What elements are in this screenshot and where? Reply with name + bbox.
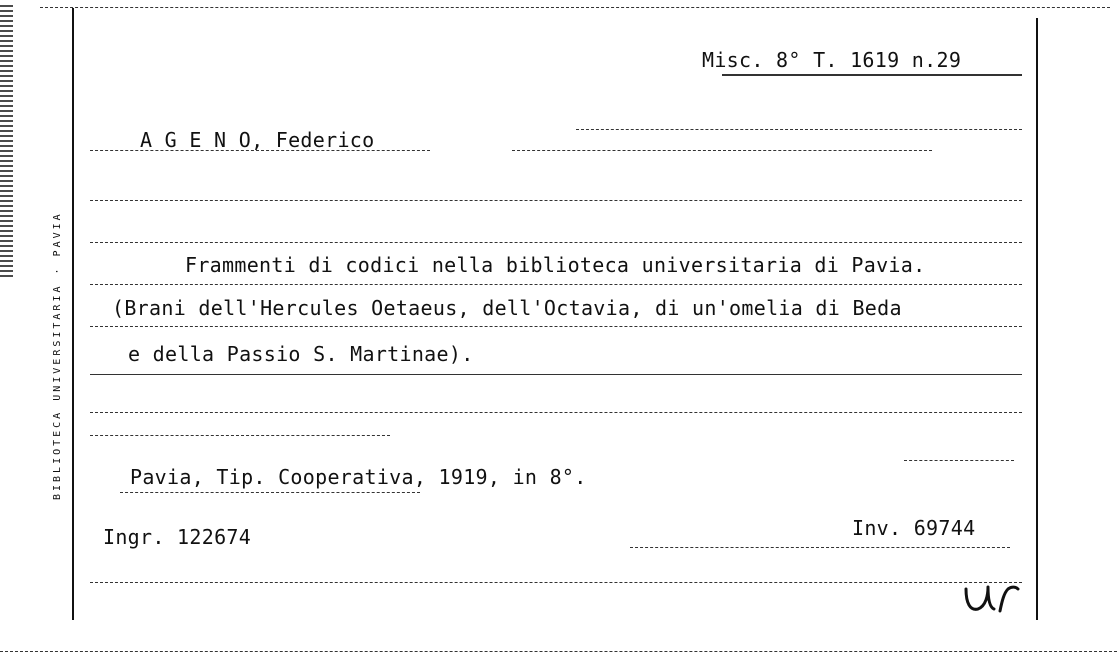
- library-stamp: BIBLIOTECA UNIVERSITARIA · PAVIA: [52, 211, 63, 500]
- ruled-line: [90, 150, 430, 151]
- shelfmark-underline: [722, 74, 1022, 76]
- ruled-line: [120, 492, 420, 493]
- ruled-line: [90, 435, 390, 436]
- bottom-edge-rule: [0, 651, 1117, 652]
- title-line-1: Frammenti di codici nella biblioteca universitaria di Pavia.: [185, 253, 926, 277]
- imprint: Pavia, Tip. Cooperativa, 1919, in 8°.: [130, 465, 587, 489]
- ruled-line: [512, 150, 932, 151]
- ruled-line: [90, 284, 1022, 285]
- ruled-line: [90, 582, 1022, 583]
- ruled-line: [90, 412, 1022, 413]
- top-edge-rule: [40, 7, 1110, 8]
- author-heading: A G E N O, Federico: [140, 128, 375, 152]
- ruled-line: [904, 460, 1014, 461]
- ruled-line: [90, 374, 1022, 375]
- left-border: [72, 8, 74, 620]
- card-edge-strip: [0, 5, 13, 280]
- ruled-line: [90, 200, 1022, 201]
- inventory-number: Inv. 69744: [852, 516, 976, 540]
- shelfmark: Misc. 8° T. 1619 n.29: [702, 48, 962, 72]
- title-line-3: e della Passio S. Martinae).: [128, 342, 474, 366]
- title-line-2: (Brani dell'Hercules Oetaeus, dell'Octavia, di un'omelia di Beda: [112, 296, 902, 320]
- ruled-line: [90, 326, 1022, 327]
- right-border: [1036, 18, 1038, 620]
- ruled-line: [630, 547, 1010, 548]
- ruled-line: [90, 242, 1022, 243]
- handwritten-initials: [960, 575, 1020, 620]
- accession-number: Ingr. 122674: [103, 525, 252, 549]
- ruled-line: [576, 129, 1022, 130]
